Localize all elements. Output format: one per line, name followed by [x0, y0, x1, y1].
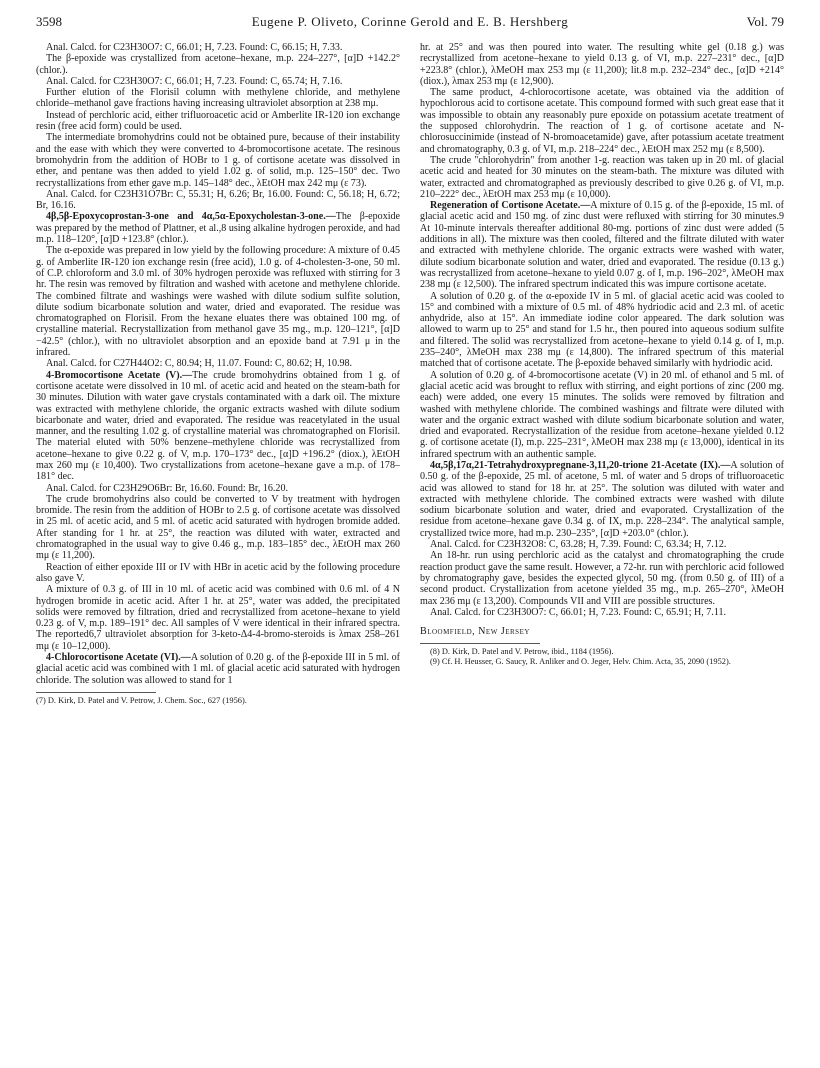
- paragraph-text: Anal. Calcd. for C23H30O7: C, 66.01; H, 7.23. Found: C, 65.91; H, 7.11.: [430, 606, 727, 618]
- paragraph: [36, 584, 400, 652]
- footnote: (7) D. Kirk, D. Patel and V. Petrow, J. Chem. Soc., 627 (1956).: [36, 695, 247, 705]
- paragraph: [36, 76, 400, 87]
- volume-label: Vol. 79: [746, 14, 784, 29]
- right-column: [420, 42, 784, 1052]
- paragraph-text: A solution of 0.20 g. of the β-epoxide III in 5 ml. of glacial acetic acid was combined with 1 ml. of glacial acetic acid saturated with hydrogen chloride. The solution was allowed to stand for 1: [36, 652, 400, 686]
- paragraph-text: Further elution of the Florisil column with methylene chloride, and methylene chloride–methanol gave fractions having increasing ultraviolet absorption at 238 mμ.: [36, 87, 400, 110]
- paragraph: [420, 460, 784, 539]
- paragraph: [36, 132, 400, 188]
- section-heading: Regeneration of Cortisone Acetate.—: [430, 200, 591, 212]
- paragraph-text: The intermediate bromohydrins could not be obtained pure, because of their instability and the ease with which they were converted to 4-bromocortisone acetate. The resinous bromohydrin from the addition of HOBr to 1 g. of cortisone acetate was dissolved in ether, and pentane was then added to yield 1.02 g. of solid, m.p. 125–150° dec. Two recrystallizations from ether gave m.p. 145–148° dec., λEtOH max 242 mμ (ε 73).: [36, 132, 400, 189]
- paragraph-text: Instead of perchloric acid, either trifluoroacetic acid or Amberlite IR-120 ion exchange resin (free acid form) could be used.: [36, 109, 400, 133]
- paragraph-text: Anal. Calcd. for C27H44O2: C, 80.94; H, 11.07. Found: C, 80.62; H, 10.98.: [46, 358, 353, 370]
- paragraph: [36, 189, 400, 212]
- footnote: (9) Cf. H. Heusser, G. Saucy, R. Anliker and O. Jeger, Helv. Chim. Acta, 35, 2090 (1952).: [430, 657, 731, 667]
- paragraph-text: Anal. Calcd. for C23H29O6Br: Br, 16.60. Found: Br, 16.20.: [46, 482, 288, 494]
- paragraph: [36, 358, 400, 369]
- section-heading: 4β,5β-Epoxycoprostan-3-one and 4α,5α-Epoxycholestan-3-one.—: [46, 211, 336, 223]
- paragraph: [420, 539, 784, 550]
- paragraph: [420, 370, 784, 460]
- paragraph: [420, 550, 784, 606]
- paragraph: [36, 494, 400, 562]
- section-heading: 4-Chlorocortisone Acetate (VI).—: [46, 652, 191, 664]
- paragraph: [36, 562, 400, 585]
- paragraph: [420, 87, 784, 155]
- paragraph: [420, 291, 784, 370]
- paragraph: [36, 211, 400, 245]
- paragraph-text: The α-epoxide was prepared in low yield by the following procedure: A mixture of 0.45 g. of Amberlite IR-120 ion exchange resin (free acid), 1.0 g. of 4-cholesten-3-one, 50 ml. of C.P. chloroform and 3.0 ml. of 30% hydrogen peroxide was refluxed with stirring for 3 hr. The resin was removed by filtration and washed with acetone and methylene chloride. The combined filtrate and washings were washed with dilute sodium sulfite solution, dilute sodium bicarbonate solution and water, dried and evaporated. The residue was chromatographed on Florisil. From the hexane eluates there was obtained 100 mg. of crystalline material. Recrystallization from methanol gave 35 mg., m.p. 120–121°, [α]D −42.5° (chlor.), with no ultraviolet absorption and an epoxide band at 7.91 μ in the infrared.: [36, 245, 400, 359]
- paragraph-text: A mixture of 0.15 g. of the β-epoxide, 15 ml. of glacial acetic acid and 150 mg. of zinc dust were refluxed with stirring for 30 minutes.9 At 10-minute intervals thereafter additional 80-mg. portions of zinc dust were added (5 additions in all). The mixture was then cooled, filtered and the filtrate diluted with water and extracted with methylene chloride. The organic extracts were washed with water, dilute sodium bicarbonate solution and water, dried and evaporated. The residue (0.13 g.) was recrystallized from acetone–hexane to yield 0.07 g. of I, m.p. 196–202°, λMeOH max 238 mμ (ε 12,500). The infrared spectrum indicated this was impure cortisone acetate.: [420, 200, 784, 291]
- paragraph-text: Reaction of either epoxide III or IV with HBr in acetic acid by the following procedure also gave V.: [36, 561, 400, 584]
- paragraph-text: Anal. Calcd. for C23H31O7Br: C, 55.31; H, 6.26; Br, 16.00. Found: C, 56.18; H, 6.72; Br, 16.16.: [36, 188, 400, 212]
- paragraph-text: The β-epoxide was prepared by the method of Plattner, et al.,8 using alkaline hydrogen peroxide, and had m.p. 118–120°, [α]D +123.8° (chlor.).: [36, 211, 400, 246]
- paragraph: [36, 245, 400, 358]
- footnote: (8) D. Kirk, D. Patel and V. Petrow, ibid., 1184 (1956).: [430, 647, 614, 657]
- footnote-divider: [420, 643, 540, 644]
- affiliation: Bloomfield, New Jersey: [420, 626, 530, 638]
- paragraph-text: The crude "chlorohydrin" from another 1-g. reaction was taken up in 20 ml. of glacial acetic acid and heated for 30 minutes on the steam-bath. The mixture was diluted with water, extracted and chromatographed as previously described to give 0.26 g. of VI, m.p. 210–222° dec., λEtOH max 253 mμ (ε 10,000).: [420, 154, 784, 200]
- section-heading: 4-Bromocortisone Acetate (V).—: [46, 369, 193, 381]
- paragraph-text: An 18-hr. run using perchloric acid as the catalyst and chromatographing the crude reaction product gave the same result. However, a 72-hr. run with perchloric acid followed by chromatography gave, besides the expected glycol, 50 mg. (from 0.50 g. of III) of a second product. Crystallization from acetone yielded 35 mg., m.p. 265–270°, λMeOH max 236 mμ (ε 13,200). Compounds VII and VIII are possible structures.: [420, 550, 784, 607]
- paragraph-text: The same product, 4-chlorocortisone acetate, was obtained via the addition of hypochlorous acid to cortisone acetate. This compound formed with such great ease that it was impossible to obtain any reasonably pure epoxide on potassium acetate treatment of the supposed chlorohydrin. The reaction of 1 g. of cortisone acetate and N-chlorosuccinimide (instead of N-bromoacetamide) gave, after potassium acetate treatment and chromatography, 0.3 g. of VI, m.p. 218–224° dec., λEtOH max 252 mμ (ε 8,500).: [420, 87, 784, 155]
- paragraph-text: hr. at 25° and was then poured into water. The resulting white gel (0.18 g.) was recrystallized from acetone–hexane to yield 0.13 g. of VI, m.p. 227–231° dec., [α]D +223.8° (chlor.), λMeOH max 253 mμ (ε 11,200); lit.8 m.p. 232–234° dec., [α]D +214° (diox.), λmax 253 mμ (ε 12,900).: [420, 42, 784, 87]
- paragraph-text: A solution of 0.20 g. of 4-bromocortisone acetate (V) in 20 ml. of ethanol and 5 ml. of glacial acetic acid was brought to reflux with stirring, and eight portions of zinc (200 mg. each) were added, one every 15 minutes. The solids were removed by filtration and washed with methylene chloride. The combined washings and filtrate were diluted with water and the organic extract washed with dilute sodium bicarbonate solution and water, dried and evaporated. Recrystallization of the residue from acetone–hexane yielded 0.12 g. of cortisone acetate (I), m.p. 225–231°, λMeOH max 238 mμ (ε 13,000), identical in its infrared spectrum with an authentic sample.: [420, 369, 784, 460]
- page-number: 3598: [36, 14, 62, 29]
- paragraph-text: The crude bromohydrins obtained from 1 g. of cortisone acetate were dissolved in 10 ml. of acetic acid and heated on the steam-bath for 30 minutes. Dilution with water gave crystals contaminated with a dark oil. The mixture was extracted with methylene chloride, the organic extracts washed with dilute sodium bicarbonate and water, dried and evaporated. The residue was reacetylated in the usual manner, and the resulting 1.02 g. of crystalline material was chromatographed on Florisil. The material eluted with 50% benzene–methylene chloride was recrystallized from acetone–hexane to give 0.22 g. of V, m.p. 170–173° dec., [α]D +196.2° (diox.), λEtOH max 260 mμ (ε 10,400). Two crystallizations from acetone–hexane gave a m.p. of 178–181° dec.: [36, 369, 400, 483]
- paragraph-text: The crude bromohydrins also could be converted to V by treatment with hydrogen bromide. The resin from the addition of HOBr to 2.5 g. of cortisone acetate was dissolved in 25 ml. of acetic acid, and 5 ml. of acetic acid saturated with hydrogen bromide added. After standing for 1 hr. at 25°, the reaction was diluted with water, extracted and chromatographed in the usual way to give 0.46 g., m.p. 183–185° dec., λEtOH max 260 mμ (ε 11,200).: [36, 493, 400, 562]
- section-heading: 4α,5β,17α,21-Tetrahydroxypregnane-3,11,20-trione 21-Acetate (IX).—: [430, 459, 731, 471]
- footnote-divider: [36, 692, 156, 693]
- paragraph: [36, 42, 400, 53]
- paragraph: [420, 200, 784, 290]
- left-column: [36, 42, 400, 1052]
- paragraph-text: Anal. Calcd. for C23H32O8: C, 63.28; H, 7.39. Found: C, 63.34; H, 7.12.: [430, 539, 727, 551]
- paragraph: [420, 155, 784, 200]
- paragraph-text: A solution of 0.50 g. of the β-epoxide, 25 ml. of acetone, 5 ml. of water and 5 drops of trifluoroacetic acid was allowed to stand for 18 hr. at 25°. The solution was diluted with water and extracted with methylene chloride. The combined extracts were washed with dilute sodium bicarbonate solution and water, dried and evaporated. Crystallization of the residue from acetone–hexane gave 0.34 g. of IX, m.p. 228–234°. The analytical sample, crystallized twice more, had m.p. 230–235°, [α]D +203.0° (chlor.).: [420, 459, 784, 539]
- paragraph-text: The β-epoxide was crystallized from acetone–hexane, m.p. 224–227°, [α]D +142.2° (chlor.).: [36, 53, 400, 76]
- paragraph: [36, 483, 400, 494]
- paragraph: [420, 607, 784, 618]
- running-header: [36, 14, 784, 32]
- paragraph-text: A solution of 0.20 g. of the α-epoxide IV in 5 ml. of glacial acetic acid was cooled to 15° and combined with a mixture of 0.5 ml. of 48% hydriodic acid and 2.3 ml. of acetic anhydride, also at 15°. An immediate iodine color appeared. The dark solution was allowed to warm up to 25° and stand for 1.5 hr., then poured into aqueous sodium sulfite and filtered. The solid was recrystallized from acetone–hexane to yield 0.14 g. of I, m.p. 235–240°, λMeOH max 238 mμ (ε 14,800). The infrared spectrum of this material matched that of cortisone acetate. The β-epoxide behaved similarly with hydriodic acid.: [420, 290, 784, 370]
- paragraph: [36, 110, 400, 133]
- paragraph: [36, 53, 400, 76]
- paragraph: [36, 87, 400, 110]
- paragraph: [36, 370, 400, 483]
- running-title: Eugene P. Oliveto, Corinne Gerold and E. B. Hershberg: [251, 14, 569, 29]
- paragraph: [420, 42, 784, 87]
- paragraph: [36, 652, 400, 686]
- paragraph-text: Anal. Calcd. for C23H30O7: C, 66.01; H, 7.23. Found: C, 65.74; H, 7.16.: [46, 75, 343, 87]
- paragraph-text: Anal. Calcd. for C23H30O7: C, 66.01; H, 7.23. Found: C, 66.15; H, 7.33.: [46, 42, 343, 53]
- paragraph-text: A mixture of 0.3 g. of III in 10 ml. of acetic acid was combined with 0.6 ml. of 4 N hydrogen bromide in acetic acid. After 1 hr. at 25°, water was added, the precipitated solids were removed by filtration, dried and recrystallized from acetone–hexane to yield 0.23 g. of V, m.p. 189–191° dec. All samples of V were identical in their infrared spectra. The reported6,7 ultraviolet absorption for 3-keto-Δ4-4-bromo-steroids is λmax 258–261 mμ (ε 10–12,000).: [36, 584, 400, 652]
